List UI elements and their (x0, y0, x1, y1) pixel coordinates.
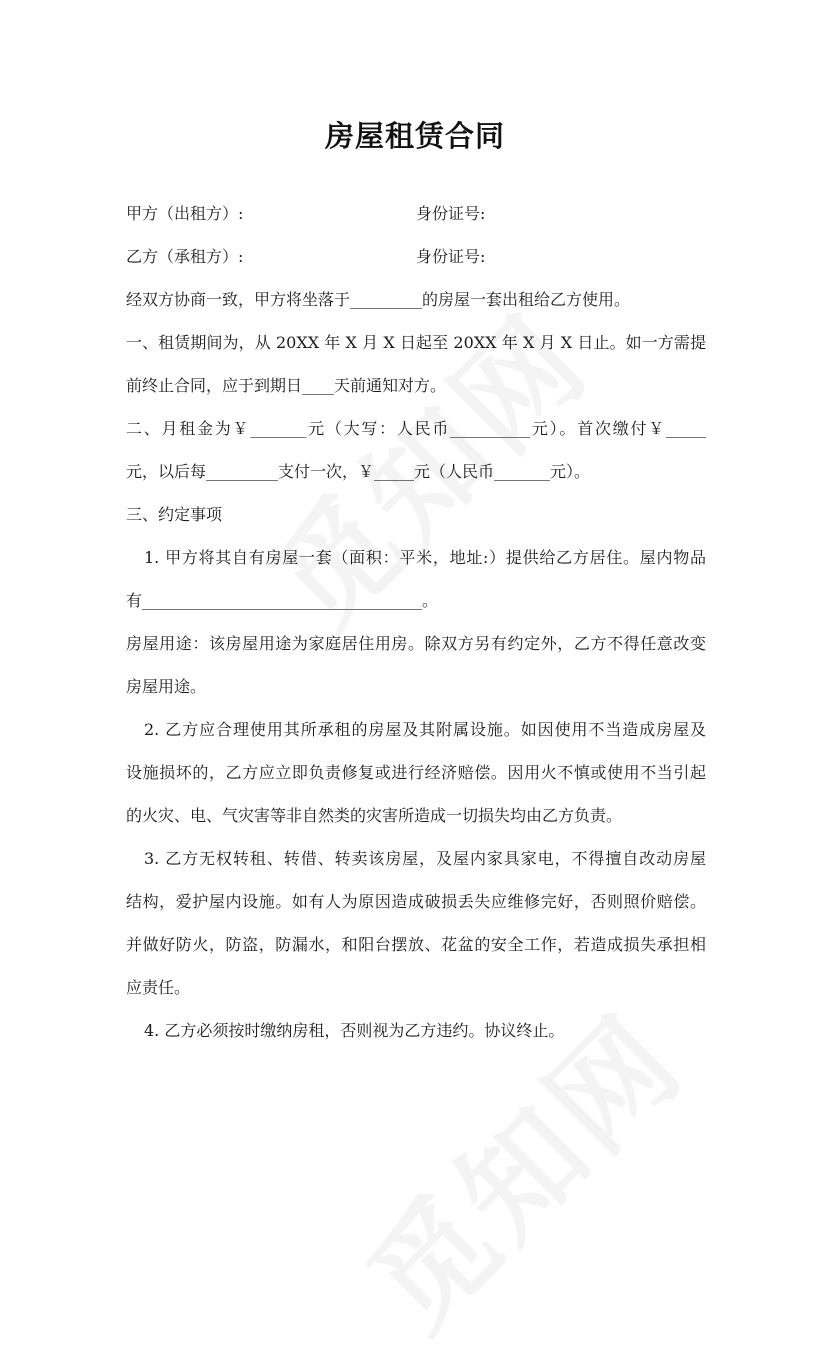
party-a-id-label: 身份证号: (416, 204, 486, 223)
item4-line1: 4. 乙方必须按时缴纳房租，否则视为乙方违约。协议终止。 (144, 1021, 565, 1040)
section2-line1: 二、月租金为￥_______元（大写：人民币__________元）。首次缴付￥_____ (126, 419, 706, 438)
party-b-row (126, 235, 706, 278)
item1-line2: 有___________________________________。 (126, 591, 439, 610)
document-title: 房屋租赁合同 (324, 119, 505, 153)
intro-paragraph: 经双方协商一致，甲方将坐落于_________的房屋一套出租给乙方使用。 (126, 290, 631, 309)
section2-line2: 元，以后每_________支付一次，￥_____元（人民币_______元）。 (126, 462, 591, 481)
item2-line3: 的火灾、电、气灾害等非自然类的灾害所造成一切损失均由乙方负责。 (126, 806, 623, 825)
party-b-label: 乙方（承租方）: (126, 247, 244, 266)
party-a-label: 甲方（出租方）: (126, 204, 244, 223)
party-a-row (126, 192, 706, 235)
item3-line4: 应责任。 (126, 978, 191, 997)
section1-line1: 一、租赁期间为，从 20XX 年 X 月 X 日起至 20XX 年 X 月 X 日止。如一方需提 (126, 333, 706, 352)
item1-line1: 1. 甲方将其自有房屋一套（面积：平米，地址:）提供给乙方居住。屋内物品 (144, 548, 706, 567)
document-body (126, 192, 706, 1052)
party-b-id-label: 身份证号: (416, 247, 486, 266)
item2-line2: 设施损坏的，乙方应立即负责修复或进行经济赔偿。因用火不慎或使用不当引起 (126, 763, 706, 782)
item3-line3: 并做好防火，防盗，防漏水，和阳台摆放、花盆的安全工作，若造成损失承担相 (126, 935, 706, 954)
item3-line1: 3. 乙方无权转租、转借、转卖该房屋，及屋内家具家电，不得擅自改动房屋 (144, 849, 706, 868)
usage-line2: 房屋用途。 (126, 677, 207, 696)
section1-line2: 前终止合同，应于到期日____天前通知对方。 (126, 376, 447, 395)
section3-heading: 三、约定事项 (126, 505, 223, 524)
item2-line1: 2. 乙方应合理使用其所承租的房屋及其附属设施。如因使用不当造成房屋及 (144, 720, 706, 739)
item3-line2: 结构，爱护屋内设施。如有人为原因造成破损丢失应维修完好，否则照价赔偿。 (126, 892, 706, 911)
usage-line1: 房屋用途：该房屋用途为家庭居住用房。除双方另有约定外，乙方不得任意改变 (126, 634, 706, 653)
